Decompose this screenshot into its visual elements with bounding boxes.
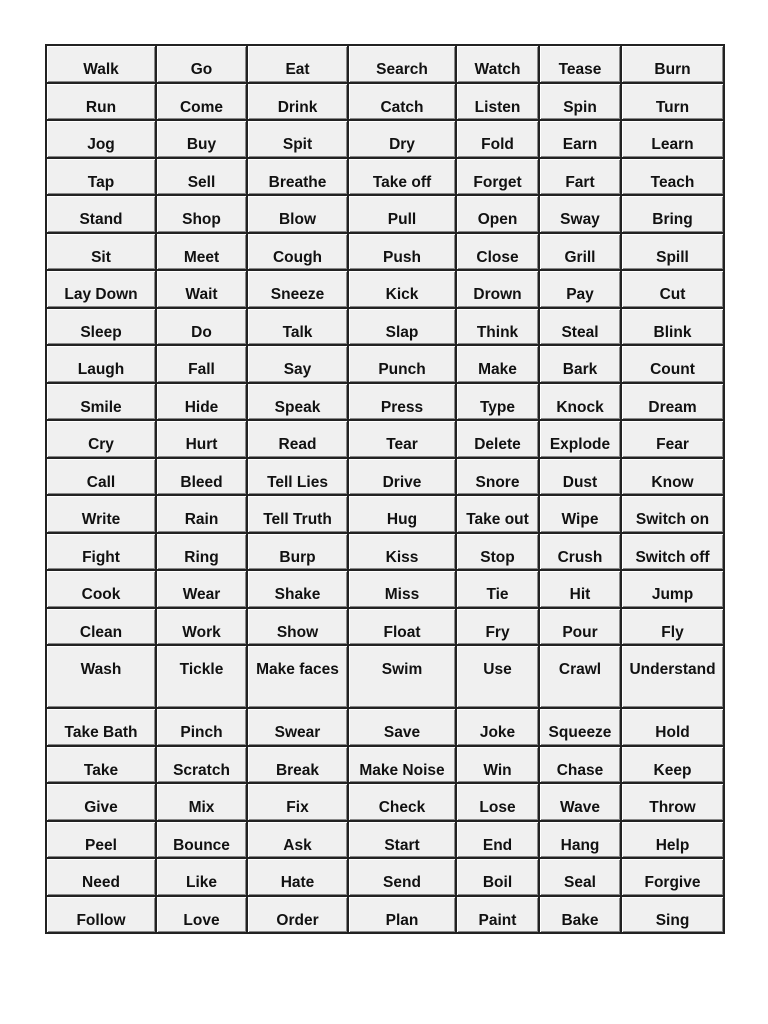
verb-cell: Check <box>349 784 457 822</box>
verb-cell: Bleed <box>157 459 248 497</box>
verb-cell: Run <box>47 84 157 122</box>
verb-cell: Cook <box>47 571 157 609</box>
verb-cell: Cough <box>248 234 349 272</box>
verb-cell: Tease <box>540 46 622 84</box>
table-row <box>47 121 725 159</box>
verb-cell: Lose <box>457 784 540 822</box>
verb-cell: Scratch <box>157 747 248 785</box>
table-row <box>47 196 725 234</box>
verb-cell: Sway <box>540 196 622 234</box>
verb-cell: Shake <box>248 571 349 609</box>
verb-cell: Sit <box>47 234 157 272</box>
verb-cell: Bark <box>540 346 622 384</box>
verb-cell: Tie <box>457 571 540 609</box>
verb-cell: Cry <box>47 421 157 459</box>
table-row <box>47 459 725 497</box>
verb-cell: Tap <box>47 159 157 197</box>
verb-cell: Break <box>248 747 349 785</box>
verb-cell: Need <box>47 859 157 897</box>
verb-cell: Spill <box>622 234 725 272</box>
verb-cell: Bake <box>540 897 622 935</box>
verb-cell: Close <box>457 234 540 272</box>
verb-cell: Catch <box>349 84 457 122</box>
verb-cell: Switch off <box>622 534 725 572</box>
verb-cell: Tell Truth <box>248 496 349 534</box>
verb-cell: Pay <box>540 271 622 309</box>
verb-cell: Throw <box>622 784 725 822</box>
verb-cell: Earn <box>540 121 622 159</box>
verb-cell: Stop <box>457 534 540 572</box>
verb-cell: Listen <box>457 84 540 122</box>
table-row <box>47 234 725 272</box>
table-row <box>47 897 725 935</box>
table-row <box>47 646 725 709</box>
verb-cell: Jump <box>622 571 725 609</box>
verb-cell: Pour <box>540 609 622 647</box>
verb-cell: Go <box>157 46 248 84</box>
verb-cell: Dry <box>349 121 457 159</box>
verb-cell: Like <box>157 859 248 897</box>
verb-cell: Search <box>349 46 457 84</box>
verb-cell: Eat <box>248 46 349 84</box>
verb-cell: Tickle <box>157 646 248 709</box>
verb-cell: Rain <box>157 496 248 534</box>
verb-cell: Sing <box>622 897 725 935</box>
verb-cell: Hold <box>622 709 725 747</box>
verb-cell: Blow <box>248 196 349 234</box>
verb-cell: Kiss <box>349 534 457 572</box>
verb-cell: Buy <box>157 121 248 159</box>
table-row <box>47 46 725 84</box>
verb-cell: Spin <box>540 84 622 122</box>
verb-cell: Send <box>349 859 457 897</box>
verb-cell: Fear <box>622 421 725 459</box>
verb-cell: Chase <box>540 747 622 785</box>
verb-cell: Know <box>622 459 725 497</box>
verb-cell: Teach <box>622 159 725 197</box>
verb-cell: Turn <box>622 84 725 122</box>
verb-cell: Walk <box>47 46 157 84</box>
verb-cell: Sneeze <box>248 271 349 309</box>
verb-cell: Learn <box>622 121 725 159</box>
verb-cell: Take off <box>349 159 457 197</box>
verb-cell: Delete <box>457 421 540 459</box>
table-row <box>47 859 725 897</box>
table-row <box>47 384 725 422</box>
table-row <box>47 421 725 459</box>
table-row <box>47 822 725 860</box>
verb-cell: Order <box>248 897 349 935</box>
verb-cell: Understand <box>622 646 725 709</box>
verb-cell: Think <box>457 309 540 347</box>
verb-cell: Speak <box>248 384 349 422</box>
verb-cell: Fart <box>540 159 622 197</box>
verb-cell: Punch <box>349 346 457 384</box>
verb-cell: Come <box>157 84 248 122</box>
verb-cell: Drown <box>457 271 540 309</box>
verb-cell: Dust <box>540 459 622 497</box>
verb-cell: Ring <box>157 534 248 572</box>
verb-cell: Pull <box>349 196 457 234</box>
verb-cell: Tear <box>349 421 457 459</box>
verb-cell: Hide <box>157 384 248 422</box>
verb-cell: Take <box>47 747 157 785</box>
verb-cell: Make <box>457 346 540 384</box>
verb-cell: Breathe <box>248 159 349 197</box>
verb-list-sheet <box>45 44 723 934</box>
verb-cell: Give <box>47 784 157 822</box>
verb-cell: Write <box>47 496 157 534</box>
verb-cell: Watch <box>457 46 540 84</box>
verb-cell: Switch on <box>622 496 725 534</box>
verb-cell: Wear <box>157 571 248 609</box>
verb-cell: Snore <box>457 459 540 497</box>
verb-cell: Wash <box>47 646 157 709</box>
verb-cell: Miss <box>349 571 457 609</box>
verb-cell: Call <box>47 459 157 497</box>
verb-table-body <box>47 46 725 934</box>
verb-cell: Lay Down <box>47 271 157 309</box>
verb-cell: Fly <box>622 609 725 647</box>
verb-cell: Explode <box>540 421 622 459</box>
verb-cell: Swear <box>248 709 349 747</box>
verb-cell: Spit <box>248 121 349 159</box>
verb-cell: End <box>457 822 540 860</box>
verb-cell: Knock <box>540 384 622 422</box>
verb-cell: Clean <box>47 609 157 647</box>
verb-cell: Work <box>157 609 248 647</box>
table-row <box>47 159 725 197</box>
verb-cell: Forget <box>457 159 540 197</box>
verb-cell: Smile <box>47 384 157 422</box>
verb-cell: Bring <box>622 196 725 234</box>
verb-table <box>45 44 725 934</box>
verb-cell: Cut <box>622 271 725 309</box>
verb-cell: Pinch <box>157 709 248 747</box>
verb-cell: Hate <box>248 859 349 897</box>
verb-cell: Hang <box>540 822 622 860</box>
verb-cell: Save <box>349 709 457 747</box>
verb-cell: Take Bath <box>47 709 157 747</box>
verb-cell: Make faces <box>248 646 349 709</box>
verb-cell: Hit <box>540 571 622 609</box>
verb-cell: Wait <box>157 271 248 309</box>
verb-cell: Do <box>157 309 248 347</box>
verb-cell: Squeeze <box>540 709 622 747</box>
verb-cell: Fix <box>248 784 349 822</box>
verb-cell: Drive <box>349 459 457 497</box>
verb-cell: Type <box>457 384 540 422</box>
verb-cell: Talk <box>248 309 349 347</box>
table-row <box>47 747 725 785</box>
verb-cell: Meet <box>157 234 248 272</box>
verb-cell: Fall <box>157 346 248 384</box>
verb-cell: Ask <box>248 822 349 860</box>
table-row <box>47 709 725 747</box>
verb-cell: Boil <box>457 859 540 897</box>
verb-cell: Steal <box>540 309 622 347</box>
verb-cell: Sell <box>157 159 248 197</box>
verb-cell: Sleep <box>47 309 157 347</box>
table-row <box>47 346 725 384</box>
table-row <box>47 84 725 122</box>
verb-cell: Start <box>349 822 457 860</box>
verb-cell: Crush <box>540 534 622 572</box>
verb-cell: Float <box>349 609 457 647</box>
verb-cell: Fight <box>47 534 157 572</box>
verb-cell: Tell Lies <box>248 459 349 497</box>
verb-cell: Crawl <box>540 646 622 709</box>
verb-cell: Burp <box>248 534 349 572</box>
verb-cell: Take out <box>457 496 540 534</box>
verb-cell: Keep <box>622 747 725 785</box>
verb-cell: Fry <box>457 609 540 647</box>
verb-cell: Blink <box>622 309 725 347</box>
verb-cell: Read <box>248 421 349 459</box>
verb-cell: Fold <box>457 121 540 159</box>
verb-cell: Dream <box>622 384 725 422</box>
verb-cell: Slap <box>349 309 457 347</box>
table-row <box>47 534 725 572</box>
verb-cell: Laugh <box>47 346 157 384</box>
verb-cell: Say <box>248 346 349 384</box>
verb-cell: Love <box>157 897 248 935</box>
verb-cell: Use <box>457 646 540 709</box>
verb-cell: Follow <box>47 897 157 935</box>
verb-cell: Peel <box>47 822 157 860</box>
table-row <box>47 784 725 822</box>
verb-cell: Plan <box>349 897 457 935</box>
verb-cell: Help <box>622 822 725 860</box>
verb-cell: Swim <box>349 646 457 709</box>
verb-cell: Press <box>349 384 457 422</box>
verb-cell: Open <box>457 196 540 234</box>
table-row <box>47 271 725 309</box>
table-row <box>47 609 725 647</box>
verb-cell: Jog <box>47 121 157 159</box>
verb-cell: Forgive <box>622 859 725 897</box>
verb-cell: Stand <box>47 196 157 234</box>
verb-cell: Push <box>349 234 457 272</box>
verb-cell: Bounce <box>157 822 248 860</box>
table-row <box>47 571 725 609</box>
verb-cell: Joke <box>457 709 540 747</box>
verb-cell: Win <box>457 747 540 785</box>
verb-cell: Hurt <box>157 421 248 459</box>
table-row <box>47 309 725 347</box>
verb-cell: Show <box>248 609 349 647</box>
verb-cell: Drink <box>248 84 349 122</box>
verb-cell: Kick <box>349 271 457 309</box>
verb-cell: Mix <box>157 784 248 822</box>
verb-cell: Seal <box>540 859 622 897</box>
verb-cell: Wave <box>540 784 622 822</box>
verb-cell: Shop <box>157 196 248 234</box>
verb-cell: Hug <box>349 496 457 534</box>
verb-cell: Count <box>622 346 725 384</box>
verb-cell: Burn <box>622 46 725 84</box>
verb-cell: Paint <box>457 897 540 935</box>
verb-cell: Wipe <box>540 496 622 534</box>
verb-cell: Grill <box>540 234 622 272</box>
verb-cell: Make Noise <box>349 747 457 785</box>
table-row <box>47 496 725 534</box>
